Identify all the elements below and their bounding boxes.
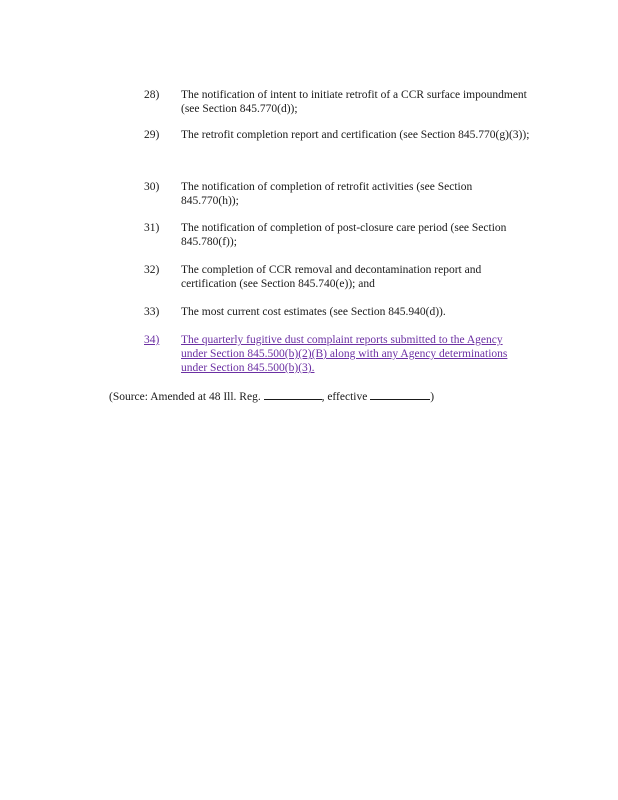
item-text: The notification of intent to initiate retrofit of a CCR surface impoundment (see Section 845.770(d)); — [181, 89, 527, 115]
source-prefix: (Source: Amended at 48 Ill. Reg. — [109, 391, 264, 403]
item-number: 30) — [144, 181, 160, 193]
item-number: 28) — [144, 89, 160, 101]
item-number: 32) — [144, 264, 160, 276]
item-number: 31) — [144, 222, 160, 234]
item-number: 34) — [144, 334, 160, 346]
source-middle: , effective — [321, 391, 371, 403]
register-blank — [264, 388, 322, 400]
effective-date-blank — [370, 388, 430, 400]
item-text: The completion of CCR removal and decontamination report and certification (see Section 845.740(e)); and — [181, 264, 482, 290]
source-suffix: ) — [430, 391, 435, 403]
item-text: The notification of completion of retrofit activities (see Section 845.770(h)); — [181, 181, 473, 207]
item-text: The most current cost estimates (see Section 845.940(d)). — [181, 306, 446, 318]
item-text: The retrofit completion report and certification (see Section 845.770(g)(3)); — [181, 129, 530, 141]
source-note — [109, 388, 434, 404]
item-number: 29) — [144, 129, 160, 141]
item-text: The quarterly fugitive dust complaint reports submitted to the Agency under Section 845.500(b)(2)(B) along with any Agency determinations under Section 845.500(b)(3). — [181, 334, 508, 374]
item-number: 33) — [144, 306, 160, 318]
item-text: The notification of completion of post-closure care period (see Section 845.780(f)); — [181, 222, 507, 248]
